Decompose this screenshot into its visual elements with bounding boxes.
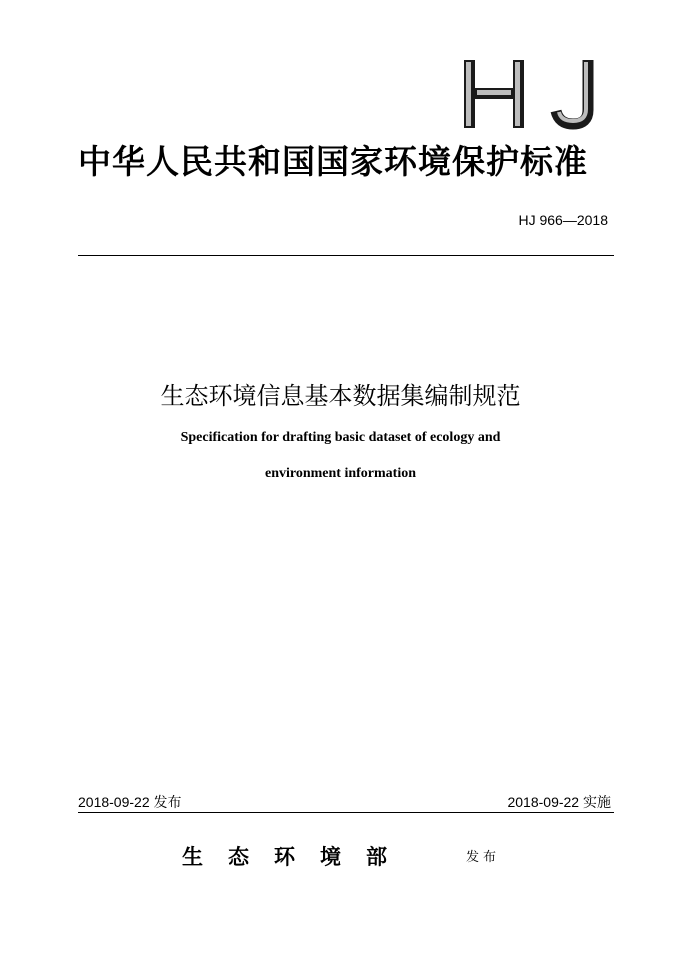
hj-logo xyxy=(462,58,602,130)
top-divider xyxy=(78,255,614,256)
document-title-en-line1: Specification for drafting basic dataset of ecology and xyxy=(180,430,501,445)
implementation-date: 2018-09-22 实施 xyxy=(507,794,611,810)
issuer-name: 生态环境部 xyxy=(182,844,412,869)
issuing-standard-category: 中华人民共和国国家环境保护标准 xyxy=(78,142,588,181)
issuer-suffix: 发布 xyxy=(466,850,501,865)
standard-number: HJ 966—2018 xyxy=(518,212,608,228)
hj-logo-icon xyxy=(462,58,602,130)
document-title-zh: 生态环境信息基本数据集编制规范 xyxy=(160,382,521,410)
bottom-divider xyxy=(78,812,614,813)
document-title-en-line2: environment information xyxy=(264,466,416,481)
issue-date: 2018-09-22 发布 xyxy=(78,794,182,810)
